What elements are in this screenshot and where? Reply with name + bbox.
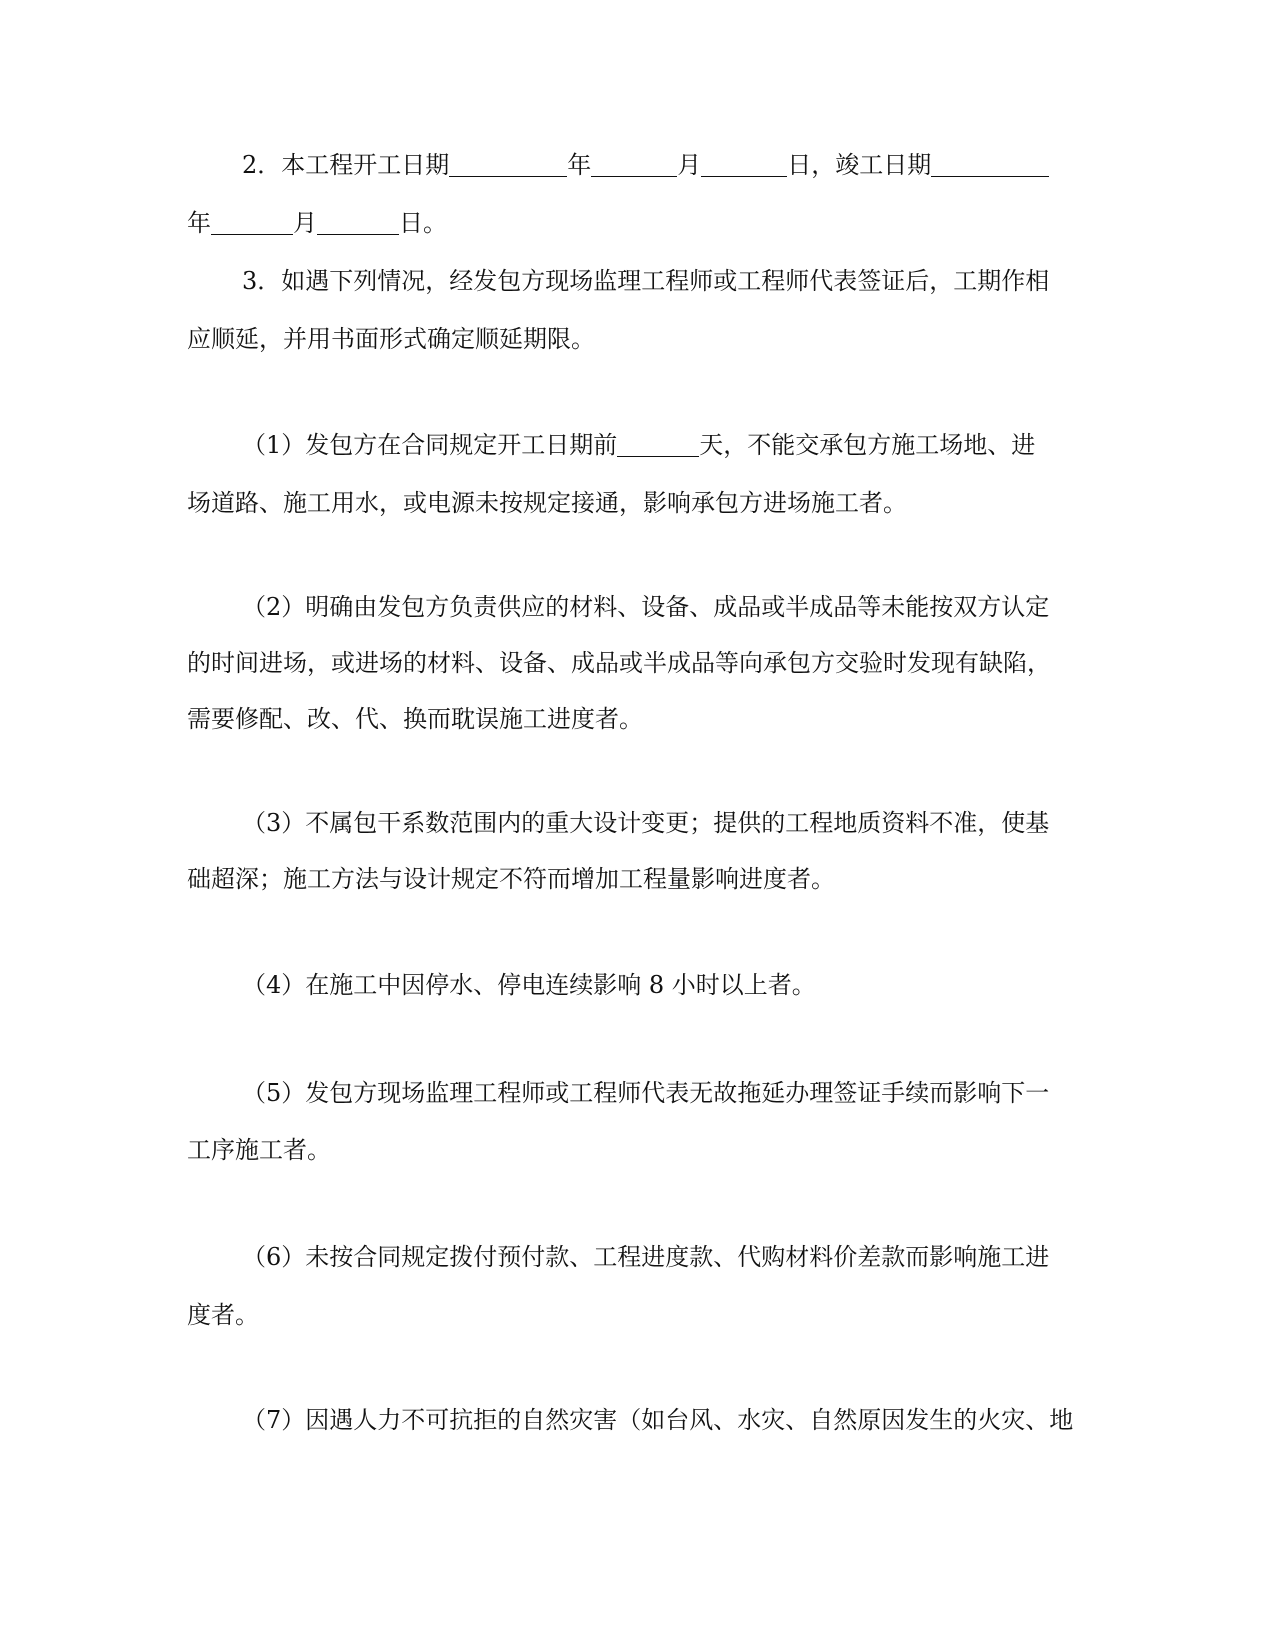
item-1-line-2: 场道路、施工用水，或电源未按规定接通，影响承包方进场施工者。 bbox=[187, 489, 907, 517]
completion-year-blank bbox=[931, 150, 1049, 177]
item-6-line-1: （6）未按合同规定拨付预付款、工程进度款、代购材料价差款而影响施工进 bbox=[242, 1243, 1050, 1271]
item-7-line-1: （7）因遇人力不可抗拒的自然灾害（如台风、水灾、自然原因发生的火灾、地 bbox=[242, 1406, 1074, 1434]
month-label: 月 bbox=[677, 151, 702, 179]
days-blank bbox=[617, 430, 699, 457]
day-label: 日。 bbox=[399, 209, 447, 237]
item-2-line-2: 的时间进场，或进场的材料、设备、成品或半成品等向承包方交验时发现有缺陷， bbox=[187, 649, 1051, 677]
item-1-line-1 bbox=[187, 428, 1142, 462]
year-label: 年 bbox=[567, 151, 592, 179]
item-6-line-2: 度者。 bbox=[187, 1301, 259, 1329]
item-2-line-3: 需要修配、改、代、换而耽误施工进度者。 bbox=[187, 705, 643, 733]
item-5-line-2: 工序施工者。 bbox=[187, 1136, 331, 1164]
item-1-text-b: 天，不能交承包方施工场地、进 bbox=[699, 431, 1036, 459]
completion-date-label: 日，竣工日期 bbox=[787, 151, 932, 179]
start-month-blank bbox=[591, 150, 677, 177]
item-5-line-1: （5）发包方现场监理工程师或工程师代表无故拖延办理签证手续而影响下一 bbox=[242, 1079, 1050, 1107]
start-date-label: 2．本工程开工日期 bbox=[242, 151, 450, 179]
month-label: 月 bbox=[293, 209, 317, 237]
completion-day-blank bbox=[317, 208, 399, 235]
start-year-blank bbox=[449, 150, 567, 177]
item-3-line-1: （3）不属包干系数范围内的重大设计变更；提供的工程地质资料不准，使基 bbox=[242, 809, 1050, 837]
item-1-text-a: （1）发包方在合同规定开工日期前 bbox=[242, 431, 618, 459]
item-4-line-1: （4）在施工中因停水、停电连续影响 8 小时以上者。 bbox=[242, 971, 816, 999]
start-day-blank bbox=[701, 150, 787, 177]
item-2-line-1: （2）明确由发包方负责供应的材料、设备、成品或半成品等未能按双方认定 bbox=[242, 593, 1050, 621]
clause-2-line-2 bbox=[187, 206, 1087, 240]
item-3-line-2: 础超深；施工方法与设计规定不符而增加工程量影响进度者。 bbox=[187, 865, 835, 893]
clause-3-line-1: 3．如遇下列情况，经发包方现场监理工程师或工程师代表签证后，工期作相 bbox=[242, 267, 1050, 295]
clause-3-line-2: 应顺延，并用书面形式确定顺延期限。 bbox=[187, 325, 595, 353]
clause-2-line-1 bbox=[187, 148, 1142, 182]
year-label: 年 bbox=[187, 209, 211, 237]
completion-month-blank bbox=[211, 208, 293, 235]
